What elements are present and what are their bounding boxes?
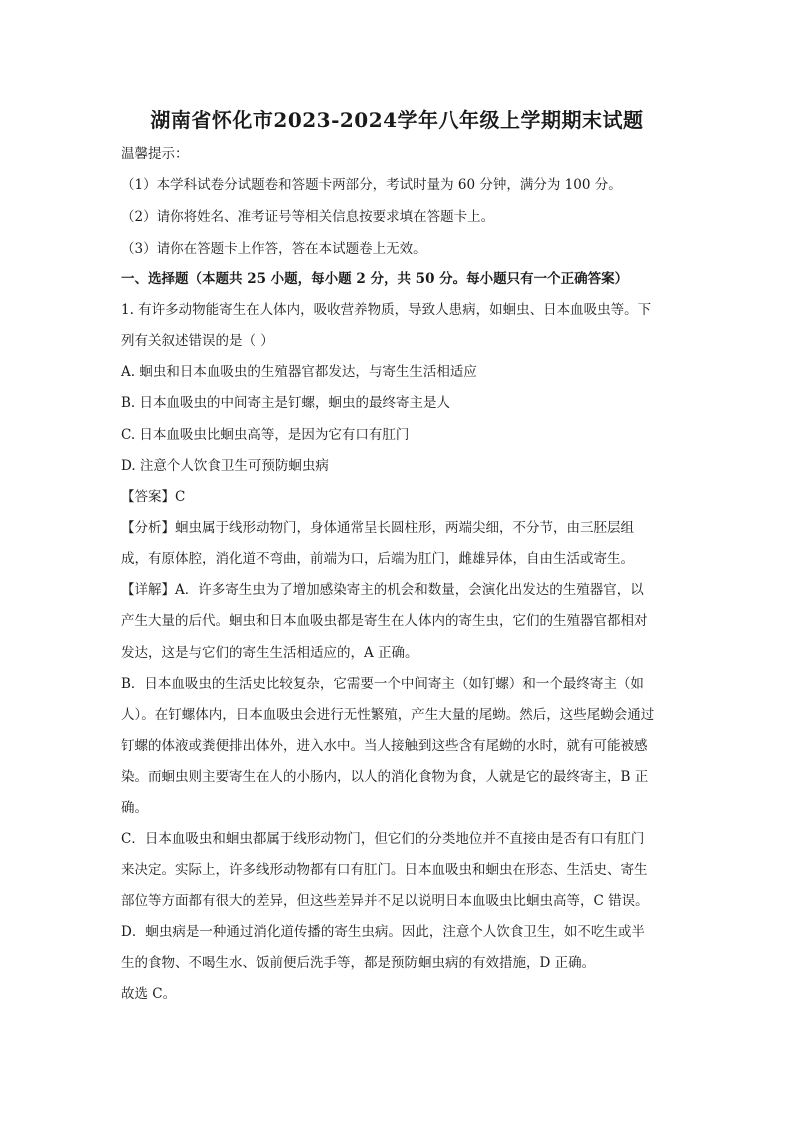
option-a: A. 蛔虫和日本血吸虫的生殖器官都发达，与寄生生活相适应 xyxy=(121,364,477,380)
notice-item-2: （2）请你将姓名、准考证号等相关信息按要求填在答题卡上。 xyxy=(121,209,495,225)
page-title: 湖南省怀化市2023-2024学年八年级上学期期末试题 xyxy=(150,108,644,132)
detail-line: 生的食物、不喝生水、饭前便后洗手等，都是预防蛔虫病的有效措施，D 正确。 xyxy=(121,955,596,971)
detail-line: 染。而蛔虫则主要寄生在人的小肠内，以人的消化食物为食，人就是它的最终寄主，B 正 xyxy=(121,769,649,785)
notice-item-1: （1）本学科试卷分试题卷和答题卡两部分，考试时量为 60 分钟，满分为 100 分。 xyxy=(121,177,622,193)
option-d: D. 注意个人饮食卫生可预防蛔虫病 xyxy=(121,458,329,474)
detail-line: B．日本血吸虫的生活史比较复杂，它需要一个中间寄主（如钉螺）和一个最终寄主（如 xyxy=(121,676,644,692)
detail-line: D．蛔虫病是一种通过消化道传播的寄生虫病。因此，注意个人饮食卫生，如不吃生或半 xyxy=(121,924,645,940)
detail-line: 部位等方面都有很大的差异，但这些差异并不足以说明日本血吸虫比蛔虫高等，C 错误。 xyxy=(121,893,649,909)
detail-line: 来决定。实际上，许多线形动物都有口有肛门。日本血吸虫和蛔虫在形态、生活史、寄生 xyxy=(121,862,648,878)
detail-line: 故选 C。 xyxy=(121,986,177,1002)
analysis-line: 成，有原体腔，消化道不弯曲，前端为口，后端为肛门，雌雄异体，自由生活或寄生。 xyxy=(121,551,634,567)
option-c: C. 日本血吸虫比蛔虫高等，是因为它有口有肛门 xyxy=(121,427,410,443)
detail-line: 产生大量的后代。蛔虫和日本血吸虫都是寄生在人体内的寄生虫，它们的生殖器官都相对 xyxy=(121,613,648,629)
section-heading: 一、选择题（本题共 25 小题，每小题 2 分，共 50 分。每小题只有一个正确答案） xyxy=(121,271,629,287)
detail-line: 【详解】A．许多寄生虫为了增加感染寄主的机会和数量，会演化出发达的生殖器官，以 xyxy=(121,582,644,598)
detail-line: 钉螺的体液或粪便排出体外，进入水中。当人接触到这些含有尾蚴的水时，就有可能被感 xyxy=(121,738,648,754)
option-b: B. 日本血吸虫的中间寄主是钉螺，蛔虫的最终寄主是人 xyxy=(121,395,451,411)
notice-heading: 温馨提示： xyxy=(121,146,189,162)
detail-line: C．日本血吸虫和蛔虫都属于线形动物门，但它们的分类地位并不直接由是否有口有肛门 xyxy=(121,831,645,847)
detail-line: 发达，这是与它们的寄生生活相适应的，A 正确。 xyxy=(121,645,419,661)
question-stem-line: 列有关叙述错误的是（ ） xyxy=(121,333,274,349)
answer-line: 【答案】C xyxy=(121,489,186,505)
detail-line: 确。 xyxy=(121,800,148,816)
question-stem-line: 1. 有许多动物能寄生在人体内，吸收营养物质，导致人患病，如蛔虫、日本血吸虫等。下 xyxy=(121,302,652,318)
notice-item-3: （3）请你在答题卡上作答，答在本试题卷上无效。 xyxy=(121,241,427,257)
detail-line: 人）。在钉螺体内，日本血吸虫会进行无性繁殖，产生大量的尾蚴。然后，这些尾蚴会通过 xyxy=(121,707,655,723)
analysis-line: 【分析】蛔虫属于线形动物门，身体通常呈长圆柱形，两端尖细，不分节，由三胚层组 xyxy=(121,520,634,536)
